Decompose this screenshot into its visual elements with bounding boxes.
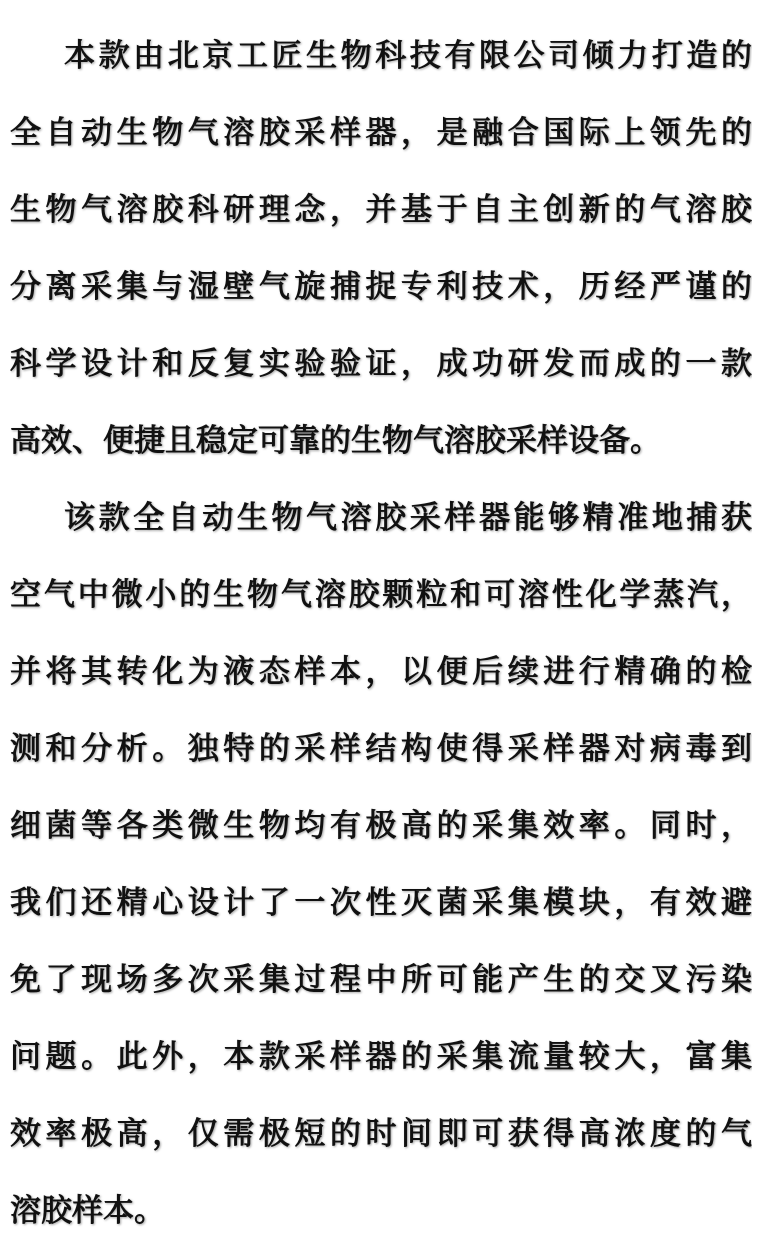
text-line: 本款由北京工匠生物科技有限公司倾力打造的 xyxy=(64,38,752,74)
text-line: 问题。此外，本款采样器的采集流量较大，富集 xyxy=(10,1039,752,1075)
text-line: 并将其转化为液态样本，以便后续进行精确的检 xyxy=(10,654,752,690)
text-line: 效率极高，仅需极短的时间即可获得高浓度的气 xyxy=(10,1116,752,1152)
text-line: 我们还精心设计了一次性灭菌采集模块，有效避 xyxy=(10,885,752,921)
text-line: 生物气溶胶科研理念，并基于自主创新的气溶胶 xyxy=(10,192,752,228)
text-line: 测和分析。独特的采样结构使得采样器对病毒到 xyxy=(10,731,752,767)
text-line: 溶胶样本。 xyxy=(10,1193,165,1229)
text-line: 科学设计和反复实验验证，成功研发而成的一款 xyxy=(10,346,752,382)
text-line: 免了现场多次采集过程中所可能产生的交叉污染 xyxy=(10,962,752,998)
text-line: 该款全自动生物气溶胶采样器能够精准地捕获 xyxy=(64,500,752,536)
text-line: 高效、便捷且稳定可靠的生物气溶胶采样设备。 xyxy=(10,423,661,459)
text-line: 细菌等各类微生物均有极高的采集效率。同时， xyxy=(10,808,752,844)
text-line: 全自动生物气溶胶采样器，是融合国际上领先的 xyxy=(10,115,752,151)
text-line: 分离采集与湿壁气旋捕捉专利技术，历经严谨的 xyxy=(10,269,752,305)
text-line: 空气中微小的生物气溶胶颗粒和可溶性化学蒸汽， xyxy=(10,577,752,613)
